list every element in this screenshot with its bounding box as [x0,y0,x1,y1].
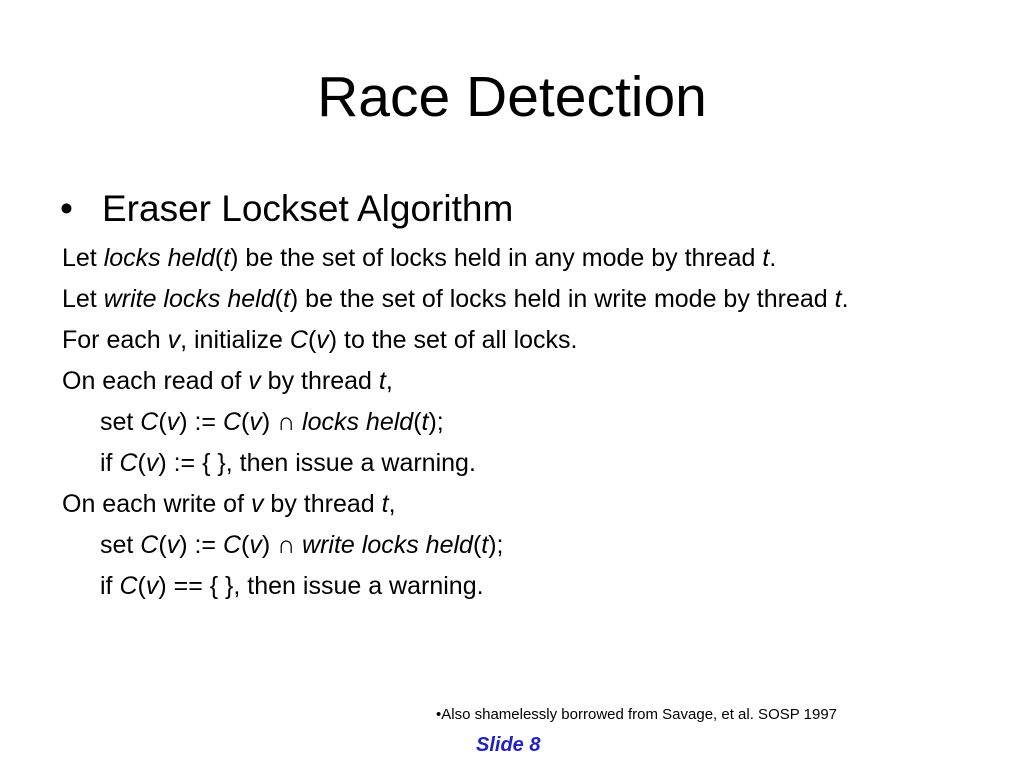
text-run: ); [488,531,504,559]
footnote: •Also shamelessly borrowed from Savage, et al. SOSP 1997 [436,706,838,723]
text-run: ) to the set of all locks. [328,326,578,354]
text-run: ) := [179,531,223,559]
italic-text-run: t [481,531,489,559]
text-run: ( [413,408,422,436]
text-run: ) ∩ [261,531,303,559]
italic-text-run: v [166,531,180,559]
text-run: On each write of [62,490,251,518]
text-run: by thread [260,367,379,395]
slide-number: Slide 8 [476,734,541,756]
italic-text-run: locks held [302,408,414,436]
body-line-write-set [100,530,504,560]
italic-text-run: v [248,367,261,395]
text-run: ( [472,531,482,559]
text-run: set [100,531,141,559]
body-line-read-set [100,407,444,437]
bullet-text: Eraser Lockset Algorithm [102,188,514,229]
italic-text-run: C [222,531,242,559]
text-run: by thread [263,490,382,518]
text-run: ( [137,572,146,600]
body-line-locks-held [62,243,776,273]
italic-text-run: v [249,408,262,436]
text-run: ( [274,285,283,313]
text-run: , [388,490,396,518]
italic-text-run: write locks held [302,531,473,559]
italic-text-run: t [421,408,429,436]
text-run: ); [428,408,444,436]
text-run: ( [158,408,167,436]
text-run: For each [62,326,168,354]
body-line-write-if [100,571,484,601]
italic-text-run: v [145,449,159,477]
text-run: ) := [179,408,223,436]
text-run: ( [241,408,250,436]
text-run: Let [62,285,104,313]
italic-text-run: t [378,367,386,395]
body-line-on-read [62,366,393,396]
italic-text-run: v [249,531,262,559]
italic-text-run: C [119,449,138,477]
text-run: ( [158,531,167,559]
italic-text-run: t [381,490,389,518]
body-line-initialize [62,325,577,355]
text-run: , initialize [180,326,290,354]
text-run: Let [62,244,104,272]
italic-text-run: v [316,326,329,354]
slide-title: Race Detection [317,65,707,129]
bullet-marker: • [60,188,73,229]
text-run: . [841,285,849,313]
italic-text-run: C [140,408,159,436]
text-run: ( [307,326,317,354]
italic-text-run: locks held [103,244,215,272]
italic-text-run: t [282,285,290,313]
italic-text-run: v [145,572,159,600]
italic-text-run: v [166,408,180,436]
italic-text-run: v [250,490,264,518]
text-run: ) be the set of locks held in write mode by thread [289,285,835,313]
text-run: ( [137,449,146,477]
italic-text-run: t [762,244,770,272]
text-run: , [385,367,393,395]
italic-text-run: v [167,326,181,354]
italic-text-run: C [222,408,242,436]
text-run: ) := { }, then issue a warning. [158,449,476,477]
text-run: if [100,572,120,600]
body-line-read-if [100,448,476,478]
body-line-on-write [62,489,396,519]
bullet-heading [60,186,513,232]
italic-text-run: C [140,531,159,559]
text-run: ) be the set of locks held in any mode by thread [230,244,763,272]
italic-text-run: t [223,244,231,272]
text-run: ) ∩ [261,408,303,436]
text-run: ( [214,244,224,272]
text-run: ( [241,531,250,559]
text-run: On each read of [62,367,249,395]
body-line-write-locks-held [62,284,849,314]
italic-text-run: C [289,326,308,354]
text-run: if [100,449,120,477]
text-run: . [769,244,777,272]
text-run: set [100,408,141,436]
italic-text-run: t [834,285,842,313]
italic-text-run: write locks held [103,285,275,313]
italic-text-run: C [119,572,138,600]
text-run: ) == { }, then issue a warning. [158,572,484,600]
